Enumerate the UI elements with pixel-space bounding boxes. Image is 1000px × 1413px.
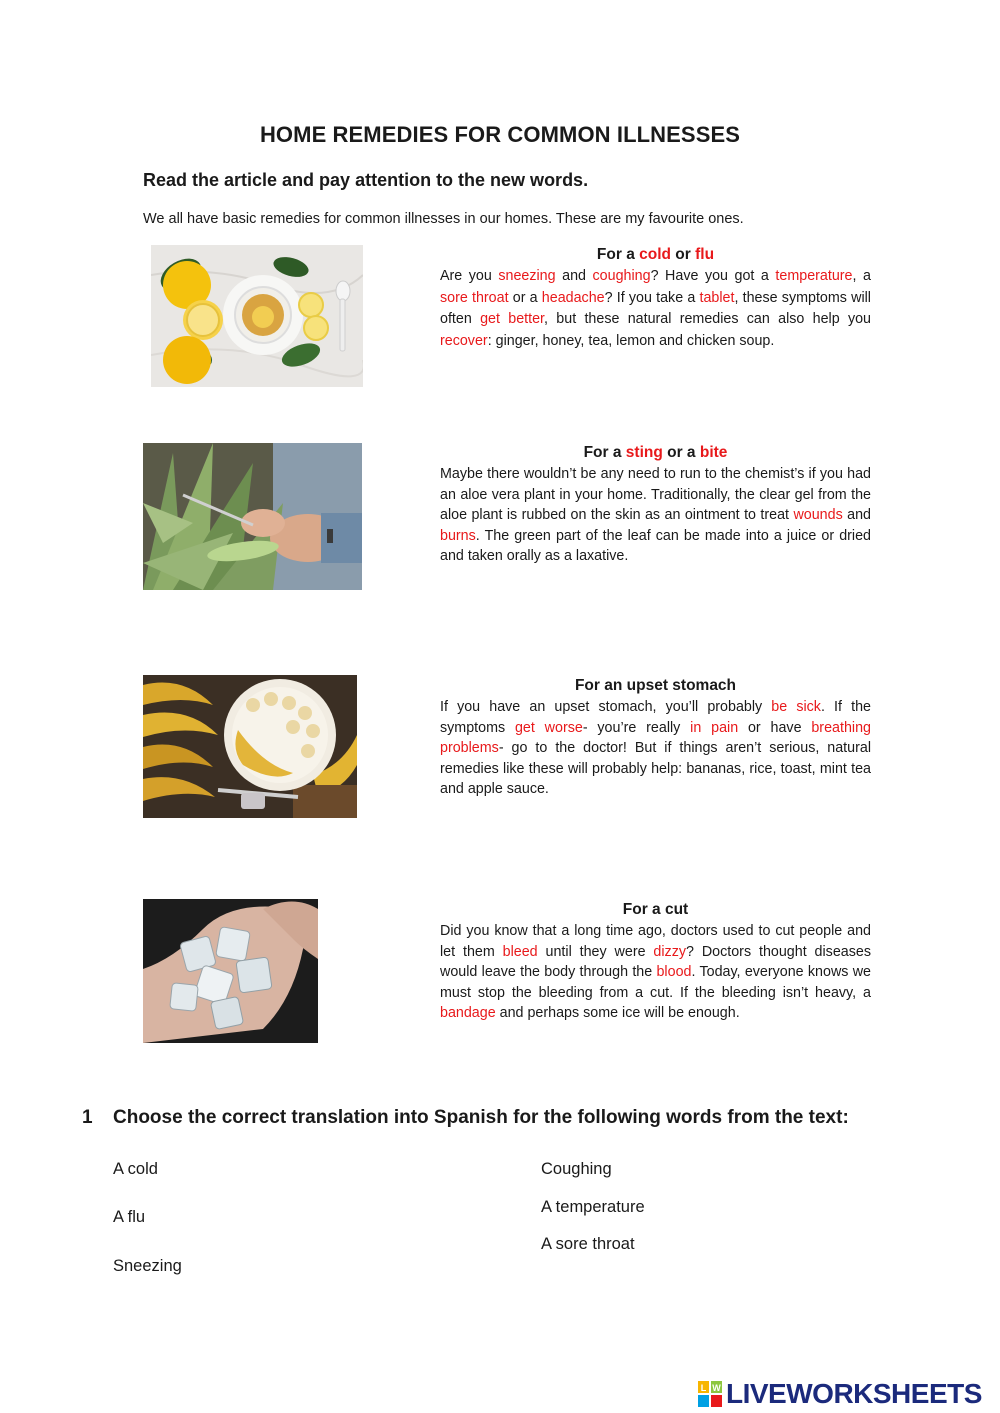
vocab-word: bandage [440,1005,496,1021]
vocab-word: wounds [793,507,843,523]
word-sneezing: Sneezing [113,1257,182,1275]
bananas-photo [143,675,357,818]
text-run: Maybe there wouldn’t be any need to run to the chemist’s if you had an aloe vera plant in your home. Traditionally, the clear gel from the aloe plant is rubbed on the skin as an ointment to treat [440,466,871,523]
svg-text:W: W [712,1383,721,1393]
instructions-heading: Read the article and pay attention to the new words. [143,170,589,190]
liveworksheets-logo [698,1378,982,1410]
text-run: For a cut [622,901,689,918]
text-run: , these symptoms will often [440,289,871,327]
vocab-word: sore throat [440,289,509,306]
vocab-word: headache [541,289,605,306]
svg-text:L: L [700,1383,707,1393]
text-run: . Today, everyone knows we must stop the bleeding from a cut. If the bleeding isn’t heavy, a [440,964,871,1001]
text-run: Are you [440,268,499,284]
vocab-word: temperature [775,268,853,284]
vocab-word: flu [695,246,715,263]
section-body [440,464,871,567]
brand-name: LIVEWORKSHEETS [726,1378,982,1409]
lemon-tea-photo [151,245,363,387]
text-run: : ginger, honey, tea, lemon and chicken soup. [487,332,775,349]
vocab-word: blood [656,964,692,980]
text-run: . The green part of the leaf can be made into a juice or dried and taken orally as a laxative. [440,527,871,564]
section-heading [440,444,871,462]
text-run: and perhaps some ice will be enough. [495,1005,740,1021]
vocab-word: get better [480,311,545,327]
vocab-word: tablet [699,289,735,306]
exercise-number: 1 [82,1107,93,1128]
text-run: or a [662,444,700,461]
text-run: and [555,268,593,284]
text-run: For a [583,444,626,461]
text-run: If you have an upset stomach, you’ll probably [440,699,772,715]
section-cut [440,901,871,1024]
section-body [440,266,871,352]
word-a-cold: A cold [113,1160,158,1178]
word-a-sore-throat: A sore throat [541,1235,635,1253]
section-body [440,697,871,800]
vocab-word: bleed [502,943,538,960]
text-run: , but these natural remedies can also help you [544,311,871,327]
text-run: . If the symptoms [440,699,871,736]
vocab-word: breathing problems [440,719,871,756]
page-title: HOME REMEDIES FOR COMMON ILLNESSES [259,122,741,147]
vocab-word: cold [639,246,671,263]
vocab-word: in pain [690,719,739,736]
text-run: until they were [537,943,654,960]
vocab-word: be sick [771,699,821,715]
text-run: ? If you take a [604,289,700,306]
section-body [440,921,871,1024]
text-run: For an upset stomach [574,677,737,694]
text-run: - you’re really [582,719,691,736]
vocab-word: dizzy [653,943,686,960]
section-upset-stomach [440,677,871,800]
section-heading [440,677,871,695]
word-a-flu: A flu [113,1208,146,1226]
vocab-word: bite [699,444,728,461]
vocab-word: coughing [592,268,651,284]
vocab-word: burns [440,527,476,544]
vocab-word: get worse [514,719,583,736]
section-heading [440,246,871,264]
word-a-temperature: A temperature [541,1198,645,1216]
text-run: ? Have you got a [650,268,776,284]
vocab-word: sneezing [498,268,556,284]
text-run: or a [508,289,542,306]
text-run: or have [738,719,812,736]
intro-text: We all have basic remedies for common illnesses in our homes. These are my favourite ones. [143,211,744,227]
text-run: For a [596,246,640,263]
vocab-word: recover [440,332,488,349]
text-run: , a [852,268,871,284]
text-run: or [671,246,696,263]
ice-cubes-photo [143,899,318,1043]
aloe-vera-photo [143,443,362,590]
text-run: and [842,507,871,523]
vocab-word: sting [625,444,663,461]
word-coughing: Coughing [541,1160,612,1178]
text-run: - go to the doctor! But if things aren’t serious, natural remedies like these will probably help: bananas, rice, toast, mint tea and apple sauce. [440,740,871,797]
section-cold-flu [440,246,871,352]
section-heading [440,901,871,919]
text-run: ? Doctors thought diseases would leave the body through the [440,943,871,980]
text-run: Did you know that a long time ago, doctors used to cut people and let them [440,923,871,960]
section-sting-bite [440,444,871,567]
logo-grid-icon [698,1381,722,1407]
exercise-instruction: Choose the correct translation into Spanish for the following words from the text: [113,1107,849,1128]
